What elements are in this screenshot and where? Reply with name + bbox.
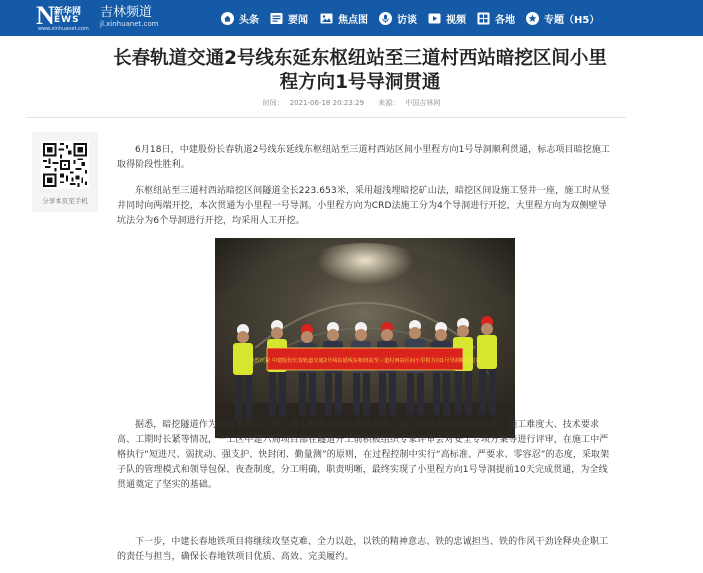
- channel-brand[interactable]: [100, 5, 158, 29]
- nav-item-headline[interactable]: [221, 11, 259, 26]
- xinhua-logo[interactable]: [36, 3, 96, 33]
- channel-url: jl.xinhuanet.com: [100, 20, 159, 28]
- source-name: 中国吉林网: [405, 99, 441, 107]
- article-paragraph: 6月18日，中建股份长春轨道2号线东延线东枢纽站至三道村西站区间小里程方向1号导洞顺利贯通，标志项目暗挖施工取得阶段性胜利。: [117, 145, 611, 170]
- channel-name: 吉林频道: [100, 5, 153, 20]
- microphone-icon: [379, 12, 392, 25]
- logo-letter: N: [36, 1, 55, 30]
- map-icon: [477, 12, 490, 25]
- nav-item-video[interactable]: [428, 11, 466, 26]
- nav-item-interviews[interactable]: [379, 11, 417, 26]
- nav-label: 要闻: [288, 14, 308, 26]
- topic-icon: [526, 12, 539, 25]
- news-icon: [270, 12, 283, 25]
- title-divider: [26, 117, 626, 118]
- article-paragraph: 下一步，中建长春地铁项目将继续攻坚克难、全力以赴，以铁的精神意志、铁的忠诚担当、铁的作风干劲诠释央企职工的责任与担当，确保长春地铁项目优质、高效、完美履约。: [117, 537, 609, 562]
- article-title: 长春轨道交通2号线东延东枢纽站至三道村西站暗挖区间小里程方向1号导洞贯通: [113, 48, 607, 93]
- nav-label: 焦点图: [338, 14, 368, 26]
- time-label: 时间：: [262, 99, 284, 107]
- nav-item-topics[interactable]: [526, 11, 599, 26]
- nav-label: 视频: [446, 14, 466, 26]
- source-label: 来源：: [378, 99, 400, 107]
- nav-label: 头条: [239, 14, 259, 26]
- banner-text: 热烈庆祝 中建股份长春轨道交通2号线东延线东枢纽站至三道村西站区间小里程方向1号导洞顺利贯通: [249, 358, 481, 364]
- source-label-group: [375, 99, 443, 107]
- nav-item-news[interactable]: [270, 11, 308, 26]
- qr-caption: 分享本页至手机: [42, 197, 88, 205]
- publish-time: 2021-06-18 20:23:29: [289, 99, 365, 107]
- logo-ews-text: EWS: [54, 15, 80, 25]
- image-icon: [320, 12, 333, 25]
- time-label-group: [260, 99, 367, 107]
- qr-code-icon: [41, 141, 89, 189]
- home-icon: [221, 12, 234, 25]
- article-photo: [215, 238, 515, 438]
- nav-item-focus-images[interactable]: [320, 11, 368, 26]
- logo-cn-text: 新华网: [54, 7, 82, 17]
- nav-label: 专题（H5）: [544, 14, 600, 26]
- top-nav-bar: [0, 0, 703, 36]
- nav-item-regions[interactable]: [477, 11, 515, 26]
- tunnel-photo-illustration: [215, 238, 515, 438]
- article-paragraph: 东枢纽站至三道村西站暗挖区间隧道全长223.653米，采用超浅埋暗挖矿山法，暗挖区间设施工竖井一座，施工时从竖井同时向两端开挖，本次贯通为小里程一号导洞。小里程方向为CRD法施工分为4个导洞进行开挖，大里程方向为双侧壁导坑法分为6个导洞进行开挖，均采用人工开挖。: [117, 186, 610, 226]
- main-nav: [221, 0, 610, 36]
- qr-share-box[interactable]: [32, 132, 98, 212]
- video-icon: [428, 12, 441, 25]
- nav-label: 访谈: [397, 14, 417, 26]
- nav-label: 各地: [495, 14, 515, 26]
- article-meta: [0, 98, 703, 108]
- logo-url: www.xinhuanet.com: [38, 26, 89, 32]
- article-paragraph: 据悉，暗挖隧道作为项目重难点工程，施工难度为长春地铁在施之最，面对项目地质条件差、施工难度大、技术要求高、工期时长紧等情况，一工区中建六局项目部在隧道开工前积极组织专家评审会对安全专项方案等进行评审，在施工中严格执行“短进尺、弱扰动、强支护、快封闭、勤量测”的原则，在过程控制中实行“高标准、严要求、零容忍”的态度，采取架子队的管理模式和领导包保、夜查制度，分工明确，职责明晰，最终实现了小里程方向1号导洞提前10天完成贯通，为全线贯通奠定了坚实的基础。: [117, 420, 610, 490]
